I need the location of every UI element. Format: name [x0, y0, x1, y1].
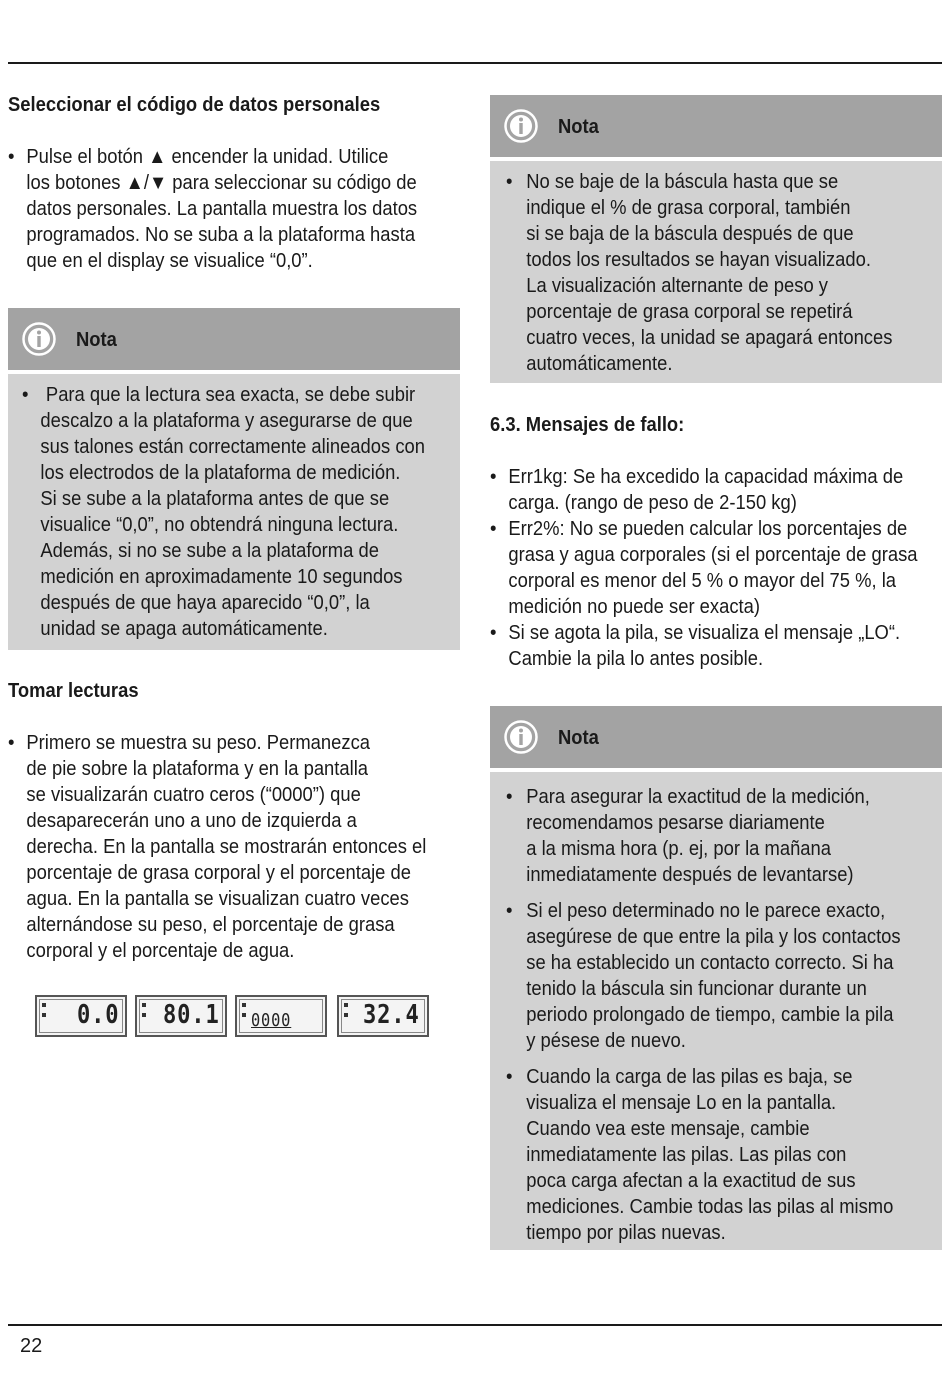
text-line: los botones ▲/▼ para seleccionar su código de — [26, 172, 417, 194]
info-icon — [504, 720, 538, 754]
text-line: asegúrese de que entre la pila y los contactos — [526, 926, 901, 948]
text-line: carga. (rango de peso de 2-150 kg) — [508, 492, 797, 514]
text-line: se visualizarán cuatro ceros (“0000”) que — [26, 784, 361, 806]
note-title: Nota — [558, 116, 599, 138]
text-line: alternándose su peso, el porcentaje de grasa — [26, 914, 395, 936]
note-box-1 — [8, 308, 460, 650]
text-line: visualice “0,0”, no obtendrá ninguna lectura. — [40, 514, 399, 536]
text-line: de pie sobre la plataforma y en la pantalla — [26, 758, 369, 780]
note-header — [490, 706, 942, 772]
bullet: • — [490, 622, 497, 644]
text-line: medición en aproximadamente 10 segundos — [40, 566, 403, 588]
lcd-value: 0.0 — [77, 1000, 120, 1030]
bullet: • — [490, 466, 497, 488]
note-header — [8, 308, 460, 374]
text-line: descalzo a la plataforma y asegurarse de que — [40, 410, 413, 432]
text-line: automáticamente. — [526, 353, 673, 375]
note-body — [490, 772, 942, 1250]
page-number: 22 — [20, 1335, 43, 1357]
text-line: Si el peso determinado no le parece exacto, — [526, 900, 886, 922]
text-line: agua. En la pantalla se visualizan cuatro veces — [26, 888, 409, 910]
note-header — [490, 95, 942, 161]
bullet: • — [8, 146, 15, 168]
lcd-indicator — [142, 1003, 146, 1029]
top-rule — [8, 62, 942, 64]
text-line: Además, si no se sube a la plataforma de — [40, 540, 379, 562]
bullet: • — [8, 732, 15, 754]
text-line: indique el % de grasa corporal, también — [526, 197, 851, 219]
text-line: Si se sube a la plataforma antes de que se — [40, 488, 390, 510]
text-line: a la misma hora (p. ej, por la mañana — [526, 838, 832, 860]
list-item — [506, 898, 907, 1054]
text-line: La visualización alternante de peso y — [526, 275, 828, 297]
section-heading-personal-code: Seleccionar el código de datos personales — [8, 94, 381, 116]
info-icon — [504, 109, 538, 143]
bullet: • — [506, 900, 513, 922]
text-line: datos personales. La pantalla muestra los datos — [26, 198, 418, 220]
text-line: se ha establecido un contacto correcto. Si ha — [526, 952, 894, 974]
bullet: • — [506, 1066, 513, 1088]
list-item — [506, 784, 907, 888]
bullet: • — [506, 786, 513, 808]
lcd-value: 32.4 — [363, 1000, 420, 1030]
info-icon — [22, 322, 56, 356]
text-line: Primero se muestra su peso. Permanezca — [26, 732, 371, 754]
text-line: tiempo por pilas nuevas. — [526, 1222, 726, 1244]
lcd-value: 80.1 — [163, 1000, 220, 1030]
list-item — [506, 1064, 907, 1246]
text-line: si se baja de la báscula después de que — [526, 223, 854, 245]
lcd-display-fat — [135, 995, 227, 1037]
list-item — [490, 464, 906, 516]
text-line: todos los resultados se hayan visualizado. — [526, 249, 871, 271]
lcd-display-weight — [35, 995, 127, 1037]
lcd-indicator — [42, 1003, 46, 1029]
note-body — [490, 161, 942, 383]
text-line: Err2%: No se pueden calcular los porcentajes de — [508, 518, 908, 540]
text-line: No se baje de la báscula hasta que se — [526, 171, 839, 193]
text-line: programados. No se suba a la plataforma hasta — [26, 224, 416, 246]
note-box-3 — [490, 706, 942, 1250]
text-line: después de que haya aparecido “0,0”, la — [40, 592, 370, 614]
bottom-rule — [8, 1324, 942, 1326]
text-line: que en el display se visualice “0,0”. — [26, 250, 313, 272]
text-line: cuatro veces, la unidad se apagará entonces — [526, 327, 893, 349]
text-line: Para que la lectura sea exacta, se debe subir — [45, 384, 416, 406]
text-line: unidad se apaga automáticamente. — [40, 618, 328, 640]
lcd-display-water — [337, 995, 429, 1037]
list-item — [490, 620, 906, 672]
text-line: los electrodos de la plataforma de medición. — [40, 462, 401, 484]
text-line: porcentaje de grasa corporal y el porcentaje de — [26, 862, 412, 884]
lcd-indicator — [344, 1003, 348, 1029]
lcd-display-zeros — [235, 995, 327, 1037]
text-line: periodo prolongado de tiempo, cambie la pila — [526, 1004, 894, 1026]
list-item — [490, 516, 918, 620]
lcd-indicator — [242, 1003, 246, 1029]
text-line: Cuando vea este mensaje, cambie — [526, 1118, 810, 1140]
bullet: • — [506, 171, 513, 193]
note-box-2 — [490, 95, 942, 383]
readings-paragraph — [8, 730, 460, 964]
text-line: mediciones. Cambie todas las pilas al mismo — [526, 1196, 894, 1218]
section-heading-error-messages: 6.3. Mensajes de fallo: — [490, 414, 685, 436]
text-line: y pésese de nuevo. — [526, 1030, 686, 1052]
text-line: corporal y el porcentaje de agua. — [26, 940, 295, 962]
note-title: Nota — [558, 727, 599, 749]
text-line: Cambie la pila lo antes posible. — [508, 648, 764, 670]
text-line: Err1kg: Se ha excedido la capacidad máxima de — [508, 466, 904, 488]
text-line: medición no puede ser exacta) — [508, 596, 761, 618]
text-line: poca carga afectan a la exactitud de sus — [526, 1170, 856, 1192]
text-line: recomendamos pesarse diariamente — [526, 812, 825, 834]
personal-code-paragraph — [8, 144, 460, 274]
section-heading-readings: Tomar lecturas — [8, 680, 139, 702]
bullet: • — [490, 518, 497, 540]
bullet: • — [22, 384, 29, 406]
text-line: Si se agota la pila, se visualiza el mensaje „LO“. — [508, 622, 901, 644]
text-line: tenido la báscula sin funcionar durante un — [526, 978, 867, 1000]
text-line: corporal es menor del 5 % o mayor del 75 %, la — [508, 570, 897, 592]
text-line: Cuando la carga de las pilas es baja, se — [526, 1066, 853, 1088]
note-title: Nota — [76, 329, 117, 351]
text-line: grasa y agua corporales (si el porcentaje de grasa — [508, 544, 918, 566]
text-line: desaparecerán uno a uno de izquierda a — [26, 810, 357, 832]
text-line: sus talones están correctamente alineados con — [40, 436, 425, 458]
text-line: Para asegurar la exactitud de la medición, — [526, 786, 870, 808]
note-body — [8, 374, 460, 650]
text-line: porcentaje de grasa corporal se repetirá — [526, 301, 853, 323]
lcd-value: 0000 — [251, 1010, 292, 1031]
text-line: inmediatamente las pilas. Las pilas con — [526, 1144, 847, 1166]
error-messages-list — [490, 464, 942, 672]
text-line: inmediatamente después de levantarse) — [526, 864, 854, 886]
text-line: visualiza el mensaje Lo en la pantalla. — [526, 1092, 837, 1114]
text-line: derecha. En la pantalla se mostrarán entonces el — [26, 836, 427, 858]
text-line: Pulse el botón ▲ encender la unidad. Utilice — [26, 146, 389, 168]
